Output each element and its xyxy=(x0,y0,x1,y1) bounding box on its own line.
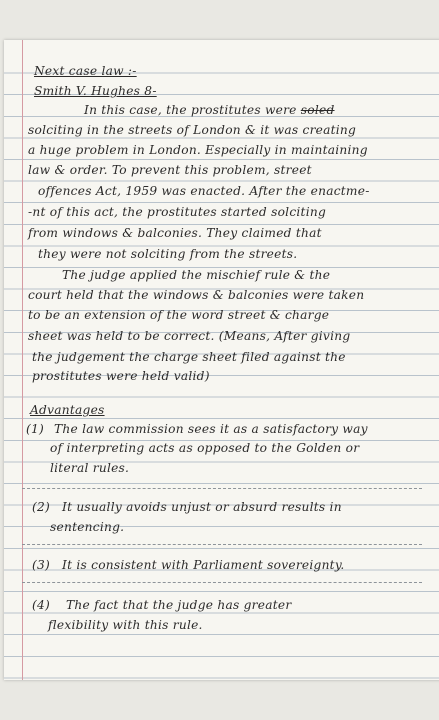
para1-line1-text: In this case, the prostitutes were xyxy=(84,103,297,117)
point-4-line2: flexibility with this rule. xyxy=(48,618,203,632)
point-1-line1: The law commission sees it as a satisfactory way xyxy=(54,422,368,436)
para1-line1 xyxy=(84,102,335,118)
para1-line4: law & order. To prevent this problem, street xyxy=(28,163,312,177)
point-2-line2: sentencing. xyxy=(50,520,125,534)
notebook-page xyxy=(4,40,439,680)
point-4-number: (4) xyxy=(32,598,51,612)
para2-line1: The judge applied the mischief rule & the xyxy=(62,268,331,282)
case-title: Smith V. Hughes 8- xyxy=(34,84,157,98)
point-3-number: (3) xyxy=(32,558,51,572)
divider-2 xyxy=(22,544,422,545)
point-1-line3: literal rules. xyxy=(50,461,130,475)
point-2-number: (2) xyxy=(32,500,51,514)
para2-line5: the judgement the charge sheet filed against the xyxy=(32,350,346,364)
para1-line8: they were not solciting from the streets. xyxy=(38,247,298,261)
point-3-line1: It is consistent with Parliament sovereignty. xyxy=(62,558,345,572)
struck-word: soled xyxy=(300,103,335,117)
para1-line3: a huge problem in London. Especially in maintaining xyxy=(28,143,368,157)
para1-line7: from windows & balconies. They claimed that xyxy=(28,226,322,240)
para2-line2: court held that the windows & balconies were taken xyxy=(28,288,365,302)
para2-line3: to be an extension of the word street & charge xyxy=(28,308,330,322)
para1-line2: solciting in the streets of London & it was creating xyxy=(28,123,357,137)
para2-line6: prostitutes were held valid) xyxy=(32,369,210,383)
point-1-line2: of interpreting acts as opposed to the Golden or xyxy=(50,441,360,455)
divider-1 xyxy=(22,488,422,489)
divider-3 xyxy=(22,582,422,583)
heading: Next case law :- xyxy=(34,64,137,78)
para1-line5: offences Act, 1959 was enacted. After the enactme- xyxy=(38,184,370,198)
advantages-heading: Advantages xyxy=(30,403,105,417)
para2-line4: sheet was held to be correct. (Means, After giving xyxy=(28,329,351,343)
handwritten-notes xyxy=(4,40,439,680)
point-1-number: (1) xyxy=(26,422,45,436)
para1-line6: -nt of this act, the prostitutes started solciting xyxy=(28,205,326,219)
point-2-line1: It usually avoids unjust or absurd results in xyxy=(62,500,342,514)
point-4-line1: The fact that the judge has greater xyxy=(66,598,292,612)
